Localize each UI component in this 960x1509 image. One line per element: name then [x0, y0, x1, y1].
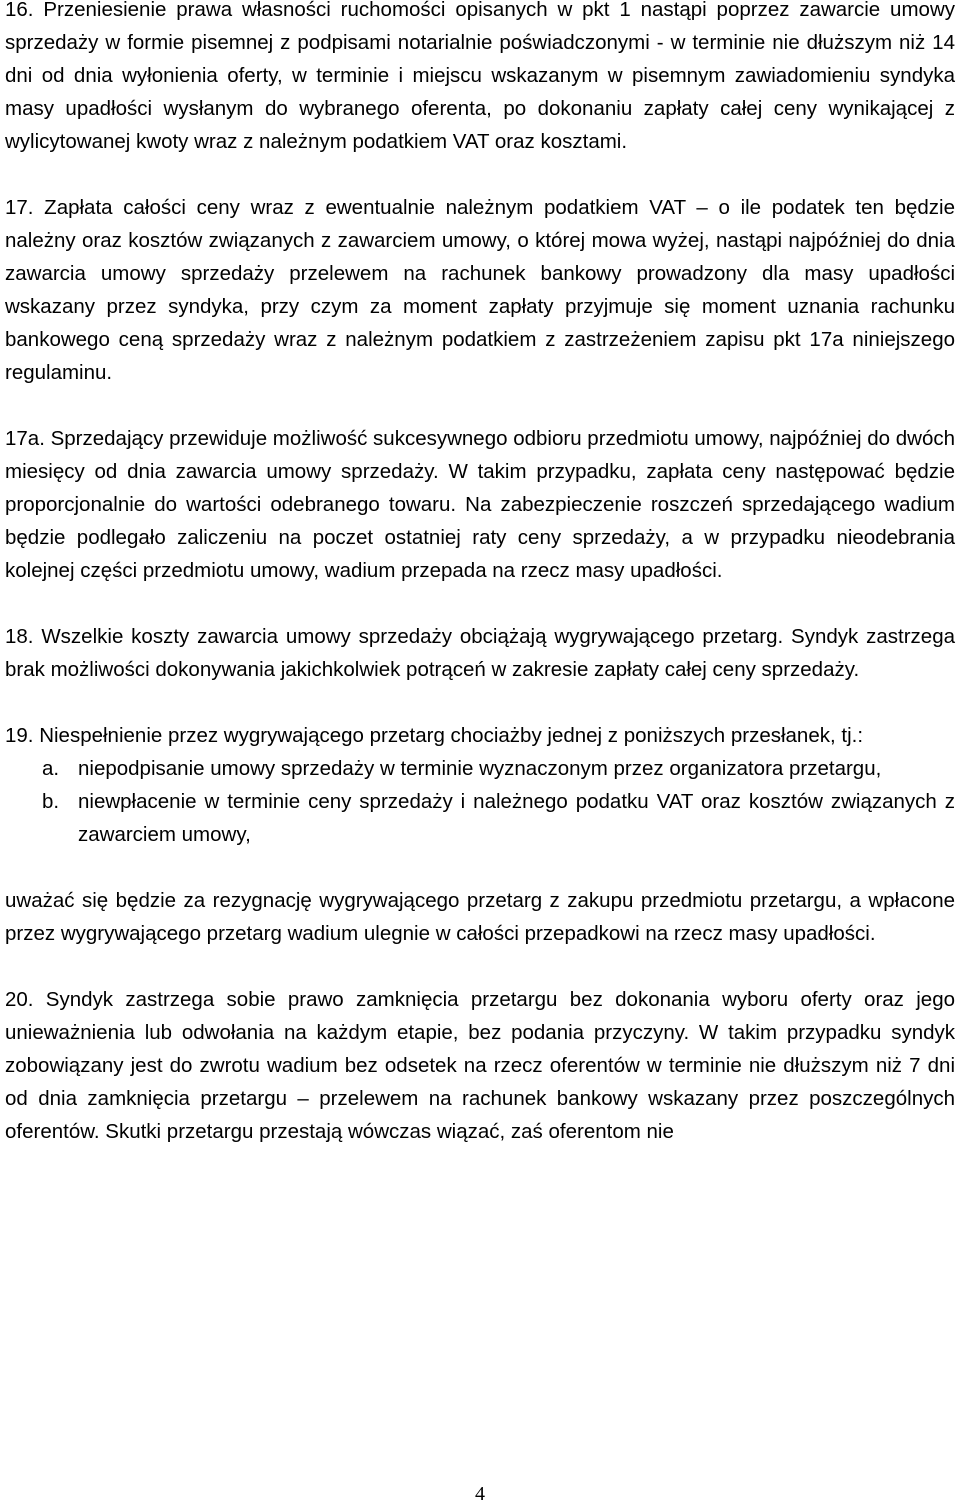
paragraph-20: 20. Syndyk zastrzega sobie prawo zamknięcia przetargu bez dokonania wyboru oferty oraz jego unieważnienia lub odwołania na każdym etapie, bez podania przyczyny. W takim przypadku syndyk zobowiązany jest do zwrotu wadium bez odsetek na rzecz oferentów w terminie nie dłuższym niż 7 dni od dnia zamknięcia przetargu – przelewem na rachunek bankowy wskazany przez poszczególnych oferentów. Skutki przetargu przestają wówczas wiązać, zaś oferentom nie — [5, 988, 955, 1143]
paragraph-19-list — [5, 752, 955, 851]
paragraph-gap — [5, 851, 955, 884]
list-item-text: niepodpisanie umowy sprzedaży w terminie wyznaczonym przez organizatora przetargu, — [78, 757, 882, 780]
paragraph-18: 18. Wszelkie koszty zawarcia umowy sprzedaży obciążają wygrywającego przetarg. Syndyk zastrzega brak możliwości dokonywania jakichkolwiek potrąceń w zakresie zapłaty całej ceny sprzedaży. — [5, 625, 955, 681]
paragraph-17a: 17a. Sprzedający przewiduje możliwość sukcesywnego odbioru przedmiotu umowy, najpóźniej do dwóch miesięcy od dnia zawarcia umowy sprzedaży. W takim przypadku, zapłata ceny następować będzie proporcjonalnie do wartości odebranego towaru. Na zabezpieczenie roszczeń sprzedającego wadium będzie podlegało zaliczeniu na poczet ostatniej raty ceny sprzedaży, a w przypadku nieodebrania kolejnej części przedmiotu umowy, wadium przepada na rzecz masy upadłości. — [5, 427, 955, 582]
paragraph-16: 16. Przeniesienie prawa własności ruchomości opisanych w pkt 1 nastąpi poprzez zawarcie umowy sprzedaży w formie pisemnej z podpisami notarialnie poświadczonymi - w terminie nie dłuższym niż 14 dni od dnia wyłonienia oferty, w terminie i miejscu wskazanym w pisemnym zawiadomieniu syndyka masy upadłości wysłanym do wybranego oferenta, po dokonaniu zapłaty całej ceny wynikającej z wylicytowanej kwoty wraz z należnym podatkiem VAT oraz kosztami. — [5, 0, 955, 153]
list-item — [5, 785, 955, 851]
list-item-text: niewpłacenie w terminie ceny sprzedaży i należnego podatku VAT oraz kosztów związanych z zawarciem umowy, — [78, 790, 955, 846]
paragraph-gap — [5, 587, 955, 620]
paragraph-gap — [5, 158, 955, 191]
document-page — [5, 0, 955, 1148]
list-marker: a. — [42, 757, 60, 780]
paragraph-19-outro: uważać się będzie za rezygnację wygrywającego przetarg z zakupu przedmiotu przetargu, a wpłacone przez wygrywającego przetarg wadium ulegnie w całości przepadkowi na rzecz masy upadłości. — [5, 889, 955, 945]
list-item — [5, 752, 955, 785]
list-marker: b. — [42, 790, 60, 813]
page-number: 4 — [475, 1483, 485, 1505]
paragraph-gap — [5, 686, 955, 719]
paragraph-gap — [5, 950, 955, 983]
paragraph-19-intro: 19. Niespełnienie przez wygrywającego przetarg chociażby jednej z poniższych przesłanek, tj.: — [5, 724, 864, 747]
paragraph-17: 17. Zapłata całości ceny wraz z ewentualnie należnym podatkiem VAT – o ile podatek ten będzie należny oraz kosztów związanych z zawarciem umowy, o której mowa wyżej, nastąpi najpóźniej do dnia zawarcia umowy sprzedaży przelewem na rachunek bankowy prowadzony dla masy upadłości wskazany przez syndyka, przy czym za moment zapłaty przyjmuje się moment uznania rachunku bankowego ceną sprzedaży wraz z należnym podatkiem z zastrzeżeniem zapisu pkt 17a niniejszego regulaminu. — [5, 196, 955, 384]
paragraph-gap — [5, 389, 955, 422]
